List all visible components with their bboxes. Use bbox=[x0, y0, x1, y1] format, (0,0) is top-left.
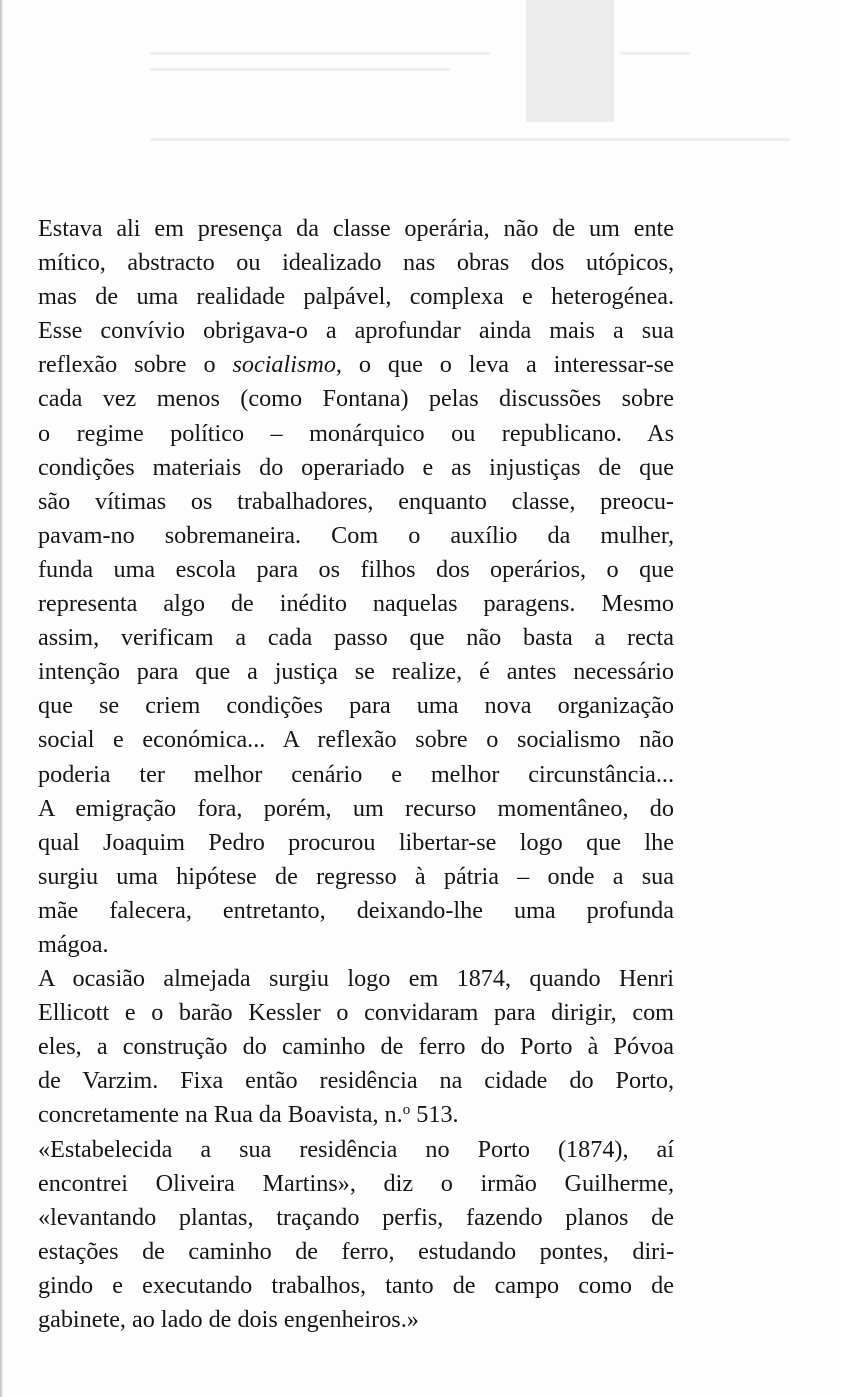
text-line: condições materiais do operariado e as injustiças de que bbox=[38, 453, 674, 481]
text-line: representa algo de inédito naquelas paragens. Mesmo bbox=[38, 590, 674, 618]
text-line: intenção para que a justiça se realize, é antes necessário bbox=[38, 658, 674, 686]
text-line: A emigração fora, porém, um recurso momentâneo, do bbox=[38, 794, 674, 822]
page-edge-shadow bbox=[0, 0, 3, 1397]
paragraph bbox=[38, 1133, 674, 1338]
text-line: estações de caminho de ferro, estudando pontes, diri- bbox=[38, 1237, 674, 1265]
text-line: gindo e executando trabalhos, tanto de campo como de bbox=[38, 1271, 674, 1299]
show-through-area bbox=[0, 0, 841, 170]
text-segment: o que o leva a interessar-se bbox=[341, 351, 674, 379]
text-line bbox=[38, 348, 674, 382]
text-line: mas de uma realidade palpável, complexa e heterogénea. bbox=[38, 283, 674, 311]
text-line: mágoa. bbox=[38, 930, 109, 958]
text-line: «Estabelecida a sua residência no Porto (1874), aí bbox=[38, 1135, 674, 1163]
text-line: eles, a construção do caminho de ferro do Porto à Póvoa bbox=[38, 1033, 674, 1061]
body-text bbox=[38, 212, 674, 1337]
text-segment: concretamente na Rua da Boavista, n. bbox=[38, 1101, 403, 1129]
text-line: qual Joaquim Pedro procurou libertar-se logo que lhe bbox=[38, 828, 674, 856]
text-line: funda uma escola para os filhos dos operários, o que bbox=[38, 555, 674, 583]
show-through-line bbox=[150, 68, 450, 71]
text-line: encontrei Oliveira Martins», diz o irmão Guilherme, bbox=[38, 1169, 674, 1197]
text-line: mítico, abstracto ou idealizado nas obras dos utópicos, bbox=[38, 249, 674, 277]
paragraph bbox=[38, 962, 674, 1132]
text-line: A ocasião almejada surgiu logo em 1874, quando Henri bbox=[38, 965, 674, 993]
text-segment: reflexão sobre o bbox=[38, 351, 233, 379]
show-through-line bbox=[620, 52, 690, 55]
text-line: social e económica... A reflexão sobre o socialismo não bbox=[38, 726, 674, 754]
text-line: de Varzim. Fixa então residência na cidade do Porto, bbox=[38, 1067, 674, 1095]
text-line: assim, verificam a cada passo que não basta a recta bbox=[38, 624, 674, 652]
text-line: o regime político – monárquico ou republicano. As bbox=[38, 419, 674, 447]
ordinal-superscript: o bbox=[402, 1102, 411, 1119]
text-line: cada vez menos (como Fontana) pelas discussões sobre bbox=[38, 385, 674, 413]
text-line: Esse convívio obrigava-o a aprofundar ainda mais a sua bbox=[38, 317, 674, 345]
text-segment: 513. bbox=[410, 1101, 459, 1129]
text-line: «levantando plantas, traçando perfis, fazendo planos de bbox=[38, 1203, 674, 1231]
show-through-line bbox=[150, 52, 490, 55]
paragraph bbox=[38, 212, 674, 962]
text-line: poderia ter melhor cenário e melhor circunstância... bbox=[38, 760, 674, 788]
text-line: pavam-no sobremaneira. Com o auxílio da mulher, bbox=[38, 521, 674, 549]
text-line: são vítimas os trabalhadores, enquanto classe, preocu- bbox=[38, 487, 674, 515]
show-through-line bbox=[150, 138, 790, 141]
text-line: gabinete, ao lado de dois engenheiros.» bbox=[38, 1306, 419, 1333]
text-line: Estava ali em presença da classe operária, não de um ente bbox=[38, 215, 674, 242]
text-line: Ellicott e o barão Kessler o convidaram para dirigir, com bbox=[38, 999, 674, 1027]
text-line: mãe falecera, entretanto, deixando-lhe uma profunda bbox=[38, 896, 674, 924]
italic-term: socialismo, bbox=[232, 351, 342, 379]
text-line bbox=[38, 1098, 674, 1132]
show-through-block bbox=[526, 0, 614, 122]
text-line: surgiu uma hipótese de regresso à pátria – onde a sua bbox=[38, 862, 674, 890]
text-line: que se criem condições para uma nova organização bbox=[38, 692, 674, 720]
